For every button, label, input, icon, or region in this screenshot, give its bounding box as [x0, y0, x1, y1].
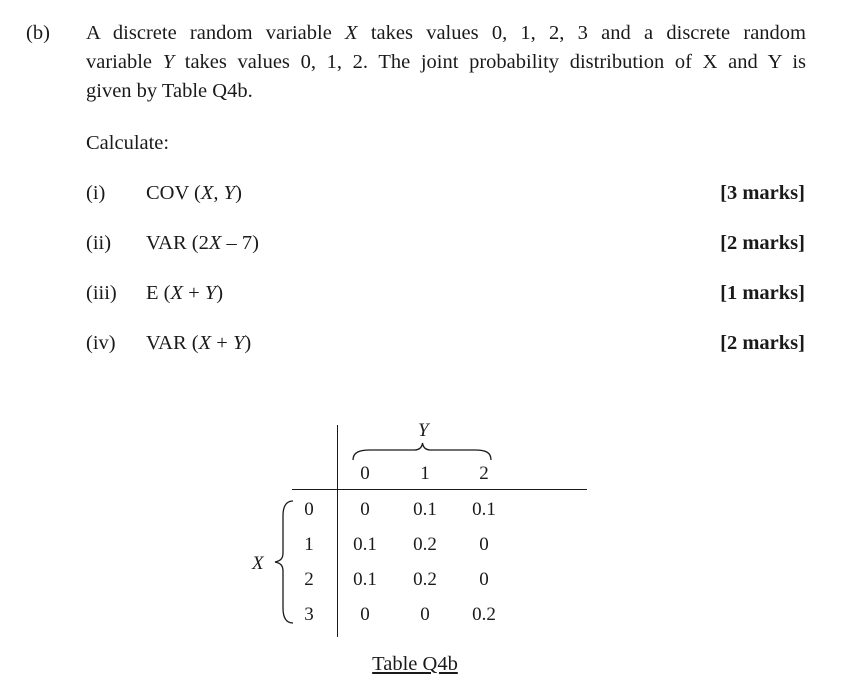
horizontal-rule [292, 489, 587, 490]
item-marks: [2 marks] [720, 332, 805, 354]
part-label: (b) [26, 22, 50, 44]
row-header: 1 [304, 534, 314, 555]
item-number: (ii) [86, 232, 112, 254]
item-number: (iii) [86, 282, 117, 304]
item-expression: COV (X, Y) [146, 182, 242, 204]
table-cell: 0.1 [413, 499, 437, 520]
table-caption: Table Q4b [372, 653, 458, 675]
column-header: 0 [360, 463, 370, 484]
table-cell: 0 [479, 569, 489, 590]
item-expression: E (X + Y) [146, 282, 224, 304]
row-header: 0 [304, 499, 314, 520]
table-cell: 0.1 [353, 569, 377, 590]
item-marks: [1 marks] [720, 282, 805, 304]
table-cell: 0.2 [413, 534, 437, 555]
y-axis-label: Y [418, 420, 429, 441]
item-expression: VAR (X + Y) [146, 332, 252, 354]
item-expression: VAR (2X – 7) [146, 232, 259, 254]
intro-line-3: given by Table Q4b. [86, 80, 253, 102]
table-cell: 0.1 [353, 534, 377, 555]
table-cell: 0 [420, 604, 430, 625]
x-axis-label: X [252, 553, 264, 574]
y-brace-icon [350, 440, 495, 464]
calculate-label: Calculate: [86, 132, 170, 154]
table-cell: 0.2 [472, 604, 496, 625]
table-cell: 0.1 [472, 499, 496, 520]
table-cell: 0 [360, 499, 370, 520]
row-header: 2 [304, 569, 314, 590]
intro-line-1: A discrete random variable X takes values 0, 1, 2, 3 and a discrete random [86, 22, 806, 44]
table-cell: 0.2 [413, 569, 437, 590]
table-cell: 0 [479, 534, 489, 555]
row-header: 3 [304, 604, 314, 625]
item-marks: [2 marks] [720, 232, 805, 254]
item-number: (i) [86, 182, 106, 204]
table-cell: 0 [360, 604, 370, 625]
intro-line-2: variable Y takes values 0, 1, 2. The joint probability distribution of X and Y is [86, 51, 806, 73]
item-marks: [3 marks] [720, 182, 805, 204]
column-header: 2 [479, 463, 489, 484]
column-header: 1 [420, 463, 430, 484]
item-number: (iv) [86, 332, 116, 354]
